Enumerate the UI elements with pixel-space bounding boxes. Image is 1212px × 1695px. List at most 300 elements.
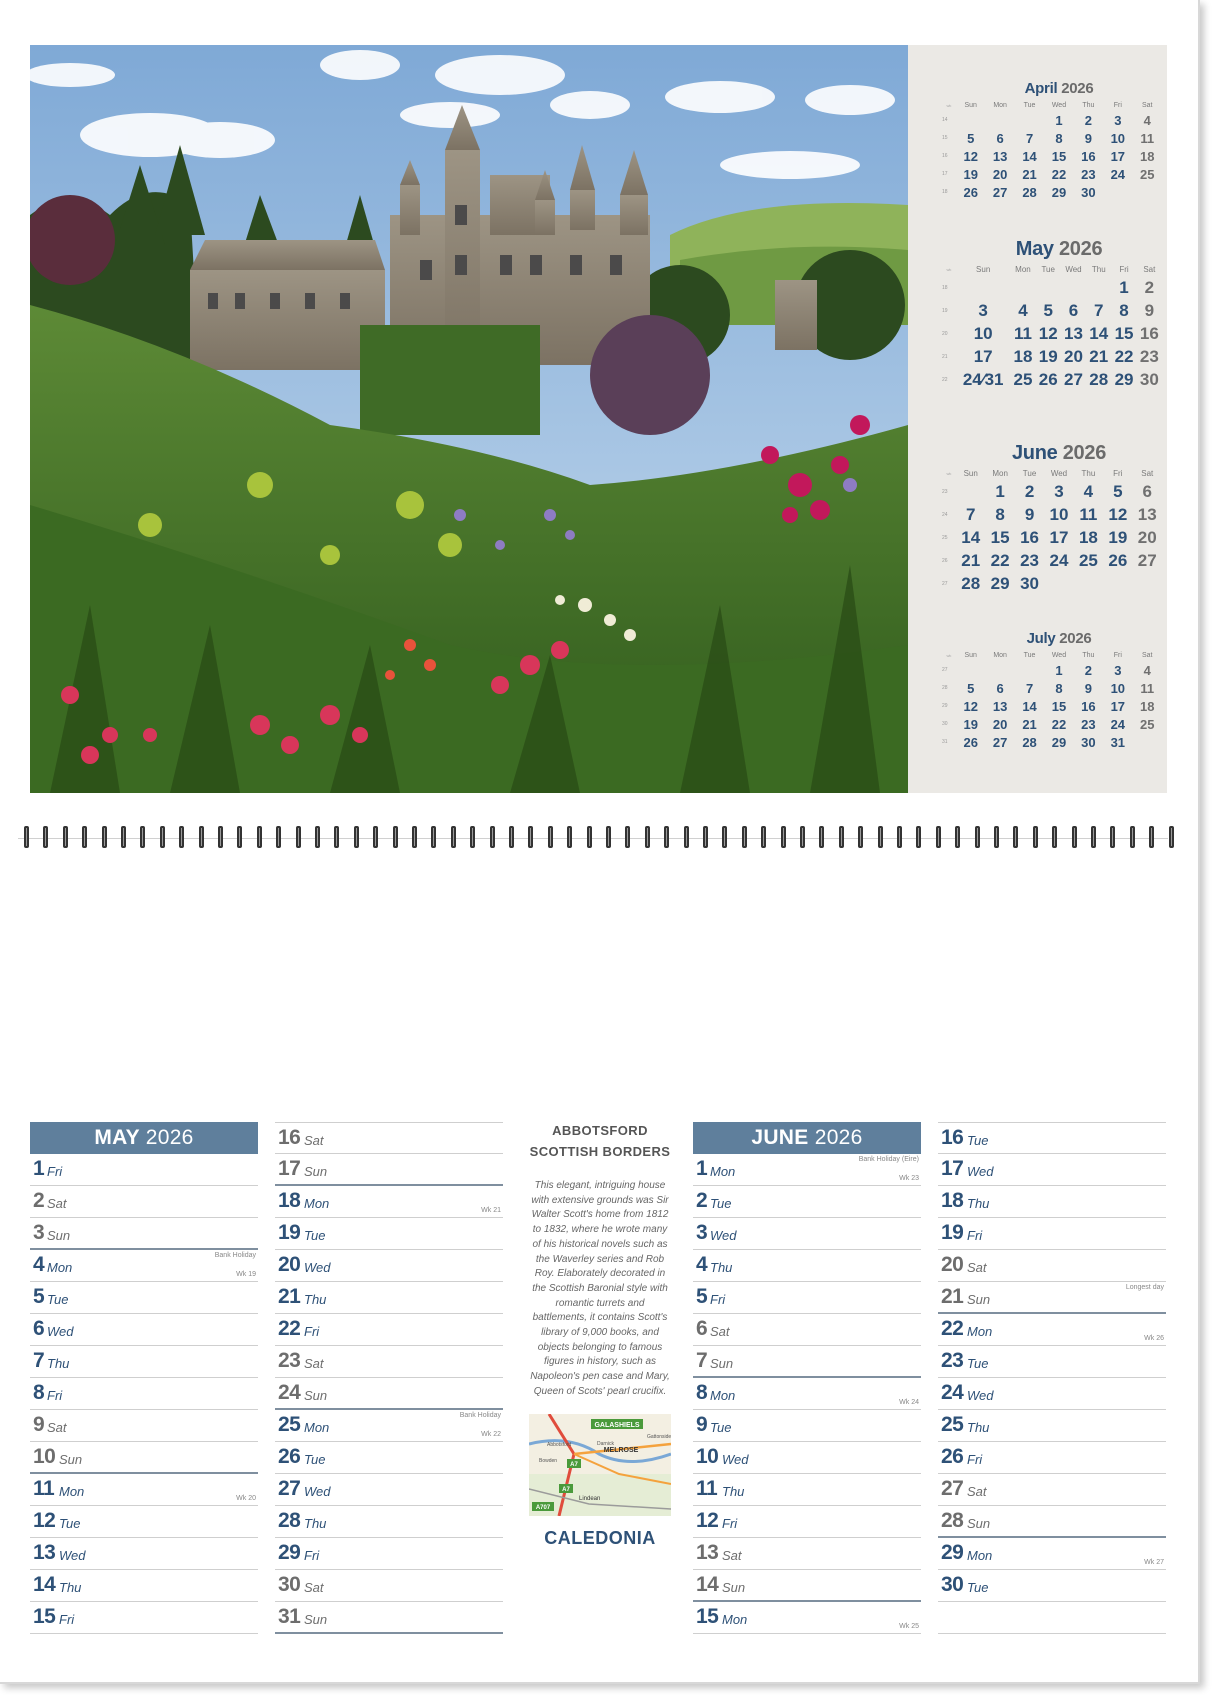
day-row[interactable]	[693, 1218, 921, 1250]
day-cell: 25	[1078, 550, 1098, 570]
day-row[interactable]	[938, 1186, 1166, 1218]
day-name: Tue	[967, 1580, 989, 1595]
day-row[interactable]	[938, 1154, 1166, 1186]
day-cell: 18	[1078, 527, 1098, 547]
day-number: 12	[696, 1509, 719, 1532]
map-label-lindean: Lindean	[579, 1495, 601, 1502]
day-row[interactable]	[938, 1474, 1166, 1506]
day-cell: 29	[990, 573, 1010, 593]
day-name: Fri	[710, 1292, 726, 1307]
day-name: Thu	[967, 1196, 990, 1211]
day-cell: 28	[1089, 369, 1109, 389]
day-row[interactable]	[275, 1442, 503, 1474]
day-number: 7	[33, 1349, 45, 1372]
day-cell: 23	[1081, 166, 1096, 182]
day-row[interactable]	[693, 1346, 921, 1378]
map-label-abbotsford: Abbotsford	[547, 1441, 572, 1448]
day-cell	[1015, 661, 1044, 679]
weekday-header: Mon	[993, 651, 1007, 659]
mini-calendar-title	[956, 238, 1162, 261]
weekday-header: Tue	[1023, 651, 1036, 659]
day-row[interactable]	[275, 1410, 503, 1442]
binding-ring	[1169, 826, 1174, 848]
day-number: 20	[278, 1253, 301, 1276]
day-name: Sun	[304, 1164, 328, 1179]
day-row[interactable]	[938, 1346, 1166, 1378]
day-number: 24	[278, 1381, 301, 1404]
day-row[interactable]	[938, 1218, 1166, 1250]
day-cell: 26	[1038, 369, 1058, 389]
day-cell: 27	[1064, 369, 1083, 389]
day-cell: 10	[1110, 130, 1126, 146]
day-cell: 11	[1140, 130, 1155, 146]
day-name: Tue	[304, 1452, 326, 1467]
day-cell: 16	[1081, 698, 1096, 714]
mini-calendar-july	[942, 630, 1162, 751]
day-cell: 25	[1140, 166, 1155, 182]
day-name: Fri	[304, 1548, 320, 1563]
day-row[interactable]	[275, 1378, 503, 1410]
day-row[interactable]	[693, 1154, 921, 1186]
day-row[interactable]	[30, 1410, 258, 1442]
weekday-header: Tue	[1023, 101, 1036, 109]
day-row[interactable]	[30, 1154, 258, 1186]
weekday-header: Fri	[1113, 468, 1123, 478]
binding-ring	[431, 826, 436, 848]
day-row[interactable]	[275, 1570, 503, 1602]
mini-calendar-april	[942, 80, 1162, 201]
day-number: 28	[941, 1509, 964, 1532]
day-row[interactable]	[938, 1250, 1166, 1282]
day-note: Bank Holiday	[214, 1252, 256, 1259]
day-name: Tue	[967, 1356, 989, 1371]
day-number: 27	[941, 1477, 964, 1500]
day-cell: 23	[1081, 716, 1096, 732]
day-cell: 22	[1051, 716, 1067, 732]
binding-ring	[140, 826, 145, 848]
day-number: 30	[941, 1573, 964, 1596]
day-number: 3	[696, 1221, 708, 1244]
day-row[interactable]	[938, 1378, 1166, 1410]
binding-ring	[548, 826, 553, 848]
day-row[interactable]	[30, 1570, 258, 1602]
day-cell: 5	[967, 130, 975, 146]
weekday-header: Sun	[964, 101, 977, 109]
day-row[interactable]	[938, 1282, 1166, 1314]
day-row[interactable]	[30, 1250, 258, 1282]
day-row[interactable]	[693, 1410, 921, 1442]
day-row[interactable]	[30, 1442, 258, 1474]
day-cell: 4	[1143, 662, 1151, 678]
day-row[interactable]	[275, 1314, 503, 1346]
mini-calendar-year: 2026	[1059, 630, 1092, 647]
day-row[interactable]	[693, 1474, 921, 1506]
binding-ring	[606, 826, 611, 848]
day-cell: 30	[1020, 573, 1040, 593]
day-cell: 13	[992, 698, 1008, 714]
day-cell: 16	[1020, 527, 1040, 547]
day-cell: 3	[1114, 662, 1122, 678]
week-number: 22	[942, 376, 948, 383]
day-number: 3	[33, 1221, 45, 1244]
day-name: Sun	[304, 1388, 328, 1403]
day-cell	[1044, 572, 1073, 595]
day-number: 22	[278, 1317, 301, 1340]
binding-ring	[179, 826, 184, 848]
mini-calendar-year: 2026	[1061, 80, 1094, 97]
day-row[interactable]	[938, 1602, 1166, 1634]
binding-ring	[393, 826, 398, 848]
day-cell: 1	[1055, 662, 1063, 678]
binding-ring	[451, 826, 456, 848]
day-cell: 24	[1110, 166, 1126, 182]
day-cell	[1074, 572, 1103, 595]
day-row[interactable]	[275, 1282, 503, 1314]
day-number: 23	[941, 1349, 964, 1372]
week-number: 15	[942, 135, 948, 141]
day-cell	[956, 661, 985, 679]
map-label-darnick: Darnick	[597, 1440, 614, 1447]
location-info	[520, 1122, 680, 1549]
day-row[interactable]	[30, 1602, 258, 1634]
binding-ring	[315, 826, 320, 848]
binding-ring	[761, 826, 766, 848]
day-cell: 9	[1084, 680, 1093, 696]
day-number: 9	[33, 1413, 45, 1436]
week-number: Wk 25	[899, 1623, 919, 1630]
day-cell: 8	[1119, 300, 1129, 320]
day-name: Wed	[967, 1388, 994, 1403]
binding-ring	[1149, 826, 1154, 848]
day-name: Wed	[967, 1164, 994, 1179]
day-name: Wed	[710, 1228, 737, 1243]
weekday-header: Sat	[1142, 101, 1153, 109]
day-cell: 1	[1055, 112, 1063, 128]
day-row[interactable]	[275, 1474, 503, 1506]
day-number: 11	[696, 1477, 718, 1500]
day-number: 19	[941, 1221, 964, 1244]
day-number: 13	[33, 1541, 56, 1564]
binding-ring	[509, 826, 514, 848]
binding-ring	[567, 826, 572, 848]
day-row[interactable]	[275, 1538, 503, 1570]
binding-ring	[160, 826, 165, 848]
week-header: wk	[946, 652, 952, 658]
day-cell: 9	[1084, 130, 1093, 146]
location-map	[529, 1414, 671, 1516]
day-number: 14	[33, 1573, 56, 1596]
day-name: Mon	[967, 1324, 993, 1339]
binding-ring	[1130, 826, 1135, 848]
day-name: Thu	[967, 1420, 990, 1435]
binding-ring	[684, 826, 689, 848]
day-number: 16	[278, 1126, 301, 1149]
day-name: Mon	[47, 1260, 73, 1275]
day-row[interactable]	[30, 1186, 258, 1218]
day-cell: 4	[1143, 112, 1151, 128]
day-row[interactable]	[693, 1314, 921, 1346]
day-row[interactable]	[938, 1410, 1166, 1442]
weekday-header: Mon	[993, 101, 1007, 109]
month-year: 2026	[145, 1126, 194, 1149]
day-name: Fri	[59, 1612, 75, 1627]
week-number: 28	[942, 685, 948, 691]
day-row[interactable]	[938, 1314, 1166, 1346]
day-cell: 21	[1089, 346, 1109, 366]
day-cell: 11	[1140, 680, 1155, 696]
location-title: ABBOTSFORD	[552, 1123, 648, 1138]
day-name: Thu	[59, 1580, 82, 1595]
map-label-a7-south: A7	[562, 1486, 570, 1493]
day-cell: 30	[1081, 734, 1096, 750]
binding-ring	[296, 826, 301, 848]
day-cell: 22	[1114, 346, 1134, 366]
day-row[interactable]	[693, 1570, 921, 1602]
weekday-header: Tue	[1022, 468, 1037, 478]
day-number: 8	[696, 1381, 708, 1404]
map-label-melrose: MELROSE	[603, 1446, 639, 1454]
day-row[interactable]	[938, 1122, 1166, 1154]
day-number: 4	[33, 1253, 45, 1276]
binding-ring	[490, 826, 495, 848]
binding-ring	[625, 826, 630, 848]
day-cell: 17	[1049, 527, 1069, 547]
location-subtitle: SCOTTISH BORDERS	[529, 1144, 671, 1159]
binding-ring	[994, 826, 999, 848]
binding-ring	[63, 826, 68, 848]
day-row[interactable]	[275, 1154, 503, 1186]
day-cell: 15	[1051, 148, 1067, 164]
day-cell	[1036, 276, 1061, 299]
day-number: 21	[941, 1285, 964, 1308]
mini-calendar-june	[942, 442, 1162, 595]
day-row[interactable]	[30, 1282, 258, 1314]
day-row[interactable]	[30, 1538, 258, 1570]
mini-calendar-year: 2026	[1062, 442, 1107, 464]
day-number: 15	[696, 1605, 719, 1628]
month-name: JUNE	[751, 1126, 809, 1149]
day-cell: 12	[963, 698, 978, 714]
day-row[interactable]	[275, 1250, 503, 1282]
day-cell	[985, 661, 1014, 679]
day-cell: 3	[1054, 481, 1064, 501]
day-row[interactable]	[30, 1378, 258, 1410]
day-cell: 24	[1049, 550, 1069, 570]
week-number: 24	[942, 511, 948, 518]
day-row[interactable]	[275, 1346, 503, 1378]
day-cell: 20	[992, 716, 1008, 732]
week-number: Wk 26	[1144, 1335, 1164, 1342]
day-number: 1	[33, 1157, 45, 1180]
day-row[interactable]	[693, 1186, 921, 1218]
day-row[interactable]	[30, 1506, 258, 1538]
day-name: Sat	[304, 1133, 324, 1148]
day-row[interactable]	[30, 1474, 258, 1506]
day-cell: 6	[1068, 300, 1079, 320]
weekday-header: Fri	[1113, 101, 1122, 109]
binding-ring	[276, 826, 281, 848]
day-name: Tue	[47, 1292, 69, 1307]
day-cell: 3	[1114, 112, 1122, 128]
day-cell: 21	[1022, 716, 1037, 732]
day-number: 21	[278, 1285, 301, 1308]
day-name: Fri	[967, 1228, 983, 1243]
week-number: 26	[942, 557, 948, 564]
day-name: Mon	[304, 1196, 330, 1211]
day-number: 11	[33, 1477, 55, 1500]
day-row[interactable]	[693, 1250, 921, 1282]
day-row[interactable]	[275, 1218, 503, 1250]
day-cell: 29	[1051, 734, 1067, 750]
weekday-header: Wed	[1065, 264, 1082, 274]
day-cell: 17	[1110, 698, 1126, 714]
week-number: 19	[942, 307, 948, 314]
week-number: 23	[942, 488, 948, 495]
day-name: Fri	[47, 1388, 63, 1403]
binding-ring	[916, 826, 921, 848]
day-row[interactable]	[30, 1346, 258, 1378]
day-name: Mon	[59, 1484, 85, 1499]
day-cell: 18	[1140, 148, 1155, 164]
day-cell: 8	[1055, 130, 1063, 146]
day-number: 24	[941, 1381, 964, 1404]
day-cell: 21	[961, 550, 981, 570]
binding-ring	[199, 826, 204, 848]
day-number: 5	[696, 1285, 708, 1308]
day-cell: 20	[1064, 346, 1083, 366]
day-row[interactable]	[30, 1314, 258, 1346]
binding-ring	[703, 826, 708, 848]
day-cell: 24⁄31	[962, 369, 1004, 389]
day-cell: 7	[1094, 300, 1104, 320]
weekday-header: Sat	[1141, 468, 1154, 478]
week-number: 21	[942, 353, 948, 360]
day-cell: 1	[995, 481, 1005, 501]
day-cell	[1133, 572, 1162, 595]
day-cell: 22	[1051, 166, 1067, 182]
weekday-header: Tue	[1041, 264, 1055, 274]
binding-ring	[1013, 826, 1018, 848]
day-row[interactable]	[938, 1538, 1166, 1570]
day-row[interactable]	[275, 1506, 503, 1538]
planner-column-may-1	[30, 1122, 258, 1634]
day-name: Fri	[722, 1516, 738, 1531]
day-name: Wed	[304, 1484, 331, 1499]
day-row[interactable]	[938, 1506, 1166, 1538]
binding-ring	[1110, 826, 1115, 848]
day-number: 10	[33, 1445, 56, 1468]
day-name: Tue	[967, 1133, 989, 1148]
weekday-header: Sat	[1143, 264, 1156, 274]
day-number: 15	[33, 1605, 56, 1628]
day-name: Sun	[47, 1228, 71, 1243]
day-row[interactable]	[693, 1442, 921, 1474]
day-row[interactable]	[275, 1122, 503, 1154]
day-row[interactable]	[938, 1570, 1166, 1602]
mini-calendar-month: July	[1026, 630, 1056, 647]
binding-ring	[587, 826, 592, 848]
day-cell: 15	[1051, 698, 1067, 714]
mini-calendar-may	[942, 238, 1162, 391]
month-name: MAY	[94, 1126, 140, 1149]
weekday-header: Sun	[963, 468, 978, 478]
weekday-header: Fri	[1119, 264, 1129, 274]
day-name: Sat	[47, 1196, 67, 1211]
month-header	[693, 1122, 921, 1154]
spiral-binding	[18, 826, 1168, 856]
week-header: wk	[946, 470, 952, 476]
day-cell: 16	[1081, 148, 1096, 164]
month-header	[30, 1122, 258, 1154]
day-row[interactable]	[275, 1602, 503, 1634]
day-cell: 2	[1084, 662, 1093, 678]
day-cell: 19	[963, 716, 978, 732]
day-number: 27	[278, 1477, 301, 1500]
day-cell	[956, 111, 985, 129]
week-number: 14	[942, 117, 948, 123]
binding-ring	[781, 826, 786, 848]
day-cell: 27	[1137, 550, 1157, 570]
binding-ring	[373, 826, 378, 848]
day-cell: 12	[1108, 504, 1128, 524]
day-cell: 27	[992, 734, 1008, 750]
day-row[interactable]	[938, 1442, 1166, 1474]
day-number: 25	[278, 1413, 301, 1436]
day-name: Thu	[47, 1356, 70, 1371]
weekday-header: Thu	[1091, 264, 1106, 274]
day-row[interactable]	[693, 1602, 921, 1634]
day-number: 2	[33, 1189, 45, 1212]
day-number: 28	[278, 1509, 301, 1532]
day-cell: 4	[1083, 481, 1094, 501]
binding-ring	[645, 826, 650, 848]
day-row[interactable]	[275, 1186, 503, 1218]
binding-ring	[800, 826, 805, 848]
day-name: Sun	[967, 1516, 991, 1531]
day-cell: 19	[1038, 346, 1058, 366]
day-number: 18	[941, 1189, 964, 1212]
day-cell	[1015, 111, 1044, 129]
day-name: Sun	[59, 1452, 83, 1467]
binding-ring	[257, 826, 262, 848]
day-number: 5	[33, 1285, 45, 1308]
day-name: Mon	[967, 1548, 993, 1563]
day-row[interactable]	[693, 1282, 921, 1314]
day-row[interactable]	[30, 1218, 258, 1250]
day-row[interactable]	[693, 1378, 921, 1410]
day-cell: 23	[1020, 550, 1040, 570]
day-name: Thu	[304, 1516, 327, 1531]
day-cell: 2	[1024, 481, 1035, 501]
day-name: Thu	[710, 1260, 733, 1275]
day-number: 31	[278, 1605, 301, 1628]
day-cell: 26	[963, 734, 978, 750]
mini-calendar-month: April	[1024, 80, 1058, 97]
week-number: 29	[942, 703, 948, 709]
day-row[interactable]	[693, 1506, 921, 1538]
day-cell: 18	[1140, 698, 1155, 714]
day-name: Sat	[47, 1420, 67, 1435]
day-row[interactable]	[693, 1538, 921, 1570]
week-number: Wk 27	[1144, 1559, 1164, 1566]
day-number: 26	[941, 1445, 964, 1468]
week-number: 18	[942, 284, 948, 291]
day-note: Bank Holiday (Eire)	[858, 1156, 919, 1163]
mini-calendar-year: 2026	[1058, 238, 1103, 260]
week-number: Wk 19	[236, 1271, 256, 1278]
planner-column-may-2	[275, 1122, 503, 1634]
day-number: 20	[941, 1253, 964, 1276]
